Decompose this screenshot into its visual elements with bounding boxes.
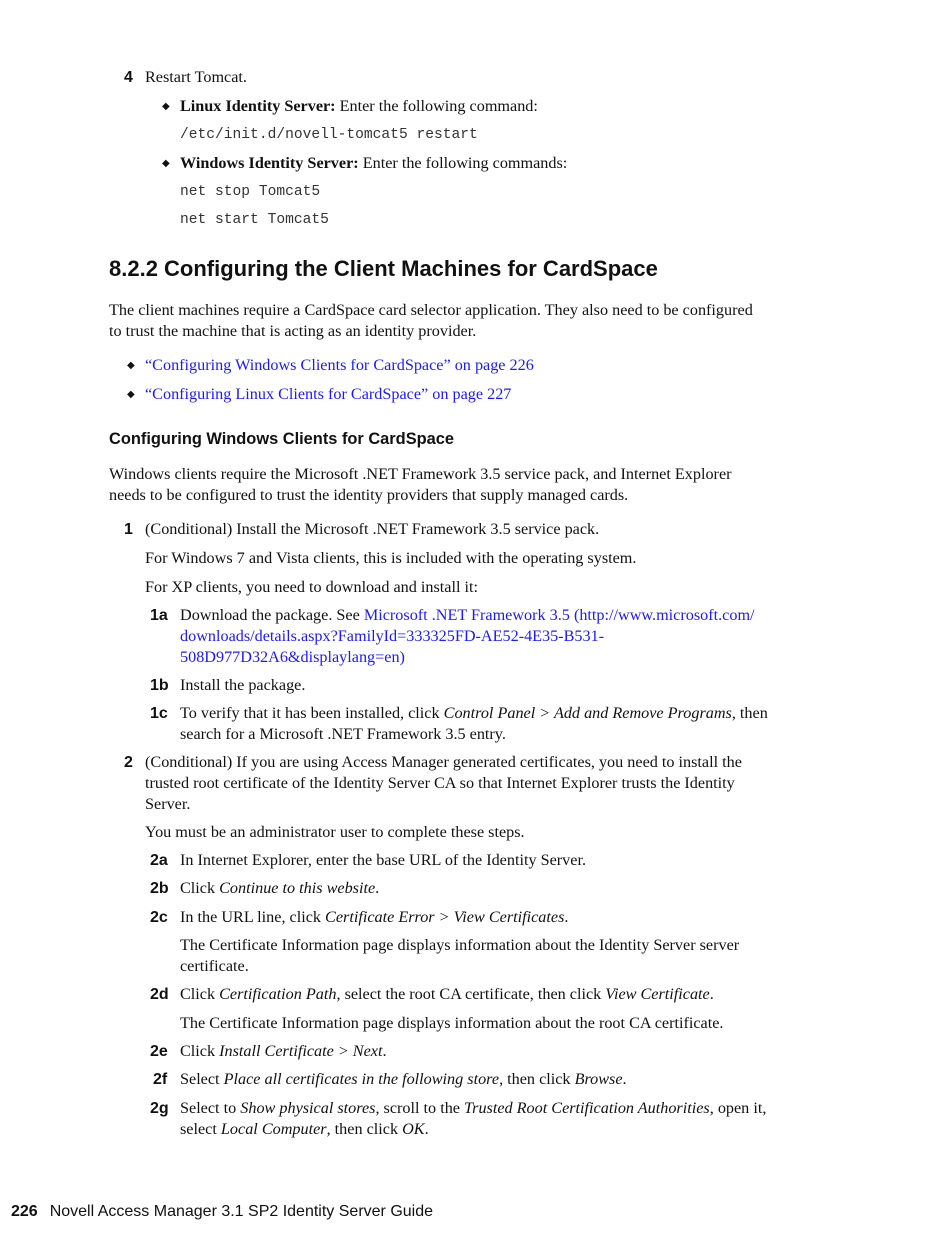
step-text: Restart Tomcat.	[145, 68, 247, 86]
bullet-icon: ◆	[162, 101, 170, 112]
substep-text: Click Continue to this website.	[180, 879, 380, 897]
subsection-heading: Configuring Windows Clients for CardSpace	[109, 430, 454, 448]
step-note: For Windows 7 and Vista clients, this is included with the operating system.	[145, 549, 637, 567]
page-footer	[11, 1201, 433, 1222]
substep-number: 1c	[150, 705, 168, 722]
step-note: You must be an administrator user to complete these steps.	[145, 823, 525, 841]
substep-text-cont: search for a Microsoft .NET Framework 3.5 entry.	[180, 725, 506, 743]
linux-instruction: Linux Identity Server: Enter the following command:	[180, 97, 538, 115]
substep-number: 2b	[150, 880, 169, 897]
substep-text: In Internet Explorer, enter the base URL of the Identity Server.	[180, 851, 586, 869]
link-dotnet-download-cont[interactable]: 508D977D32A6&displaylang=en)	[180, 648, 405, 666]
section-intro-line: to trust the machine that is acting as an identity provider.	[109, 322, 477, 340]
substep-text: Select to Show physical stores, scroll to the Trusted Root Certification Authorities, open it,	[180, 1099, 767, 1117]
substep-number: 2a	[150, 852, 168, 869]
substep-text: Click Install Certificate > Next.	[180, 1042, 387, 1060]
step-note: For XP clients, you need to download and install it:	[145, 578, 479, 596]
substep-number: 1a	[150, 607, 168, 624]
subsection-intro-line: needs to be configured to trust the identity providers that supply managed cards.	[109, 486, 629, 504]
substep-text: To verify that it has been installed, click Control Panel > Add and Remove Programs, then	[180, 704, 768, 722]
substep-text: Select Place all certificates in the following store, then click Browse.	[180, 1070, 627, 1088]
substep-text-cont: select Local Computer, then click OK.	[180, 1120, 429, 1138]
step-text: (Conditional) Install the Microsoft .NET Framework 3.5 service pack.	[145, 520, 600, 538]
windows-command-stop: net stop Tomcat5	[180, 184, 321, 200]
substep-note: The Certificate Information page displays information about the Identity Server server	[180, 936, 740, 954]
step-number: 1	[124, 521, 133, 538]
bullet-icon: ◆	[162, 158, 170, 169]
substep-note-cont: certificate.	[180, 957, 249, 975]
windows-command-start: net start Tomcat5	[180, 212, 329, 228]
section-intro-line: The client machines require a CardSpace card selector application. They also need to be configured	[109, 301, 753, 319]
substep-number: 2f	[153, 1071, 168, 1088]
substep-number: 2d	[150, 986, 169, 1003]
substep-number: 1b	[150, 677, 169, 694]
linux-command: /etc/init.d/novell-tomcat5 restart	[180, 127, 478, 143]
windows-instruction: Windows Identity Server: Enter the following commands:	[180, 154, 568, 172]
step-number: 4	[124, 69, 133, 86]
step-text: (Conditional) If you are using Access Manager generated certificates, you need to install the	[145, 753, 742, 771]
link-dotnet-download[interactable]: Microsoft .NET Framework 3.5 (http://www.microsoft.com/	[363, 606, 755, 624]
page-number: 226	[11, 1203, 38, 1220]
link-linux-clients[interactable]: “Configuring Linux Clients for CardSpace” on page 227	[145, 385, 512, 403]
section-heading: 8.2.2 Configuring the Client Machines for CardSpace	[109, 256, 658, 281]
substep-text: Install the package.	[180, 676, 306, 694]
bullet-icon: ◆	[127, 360, 135, 371]
substep-number: 2c	[150, 909, 168, 926]
substep-text: Click Certification Path, select the root CA certificate, then click View Certificate.	[180, 985, 714, 1003]
substep-note: The Certificate Information page displays information about the root CA certificate.	[180, 1014, 724, 1032]
bullet-icon: ◆	[127, 389, 135, 400]
step-number: 2	[124, 754, 133, 771]
substep-text: In the URL line, click Certificate Error > View Certificates.	[180, 908, 569, 926]
link-dotnet-download-cont[interactable]: downloads/details.aspx?FamilyId=333325FD-AE52-4E35-B531-	[180, 627, 605, 645]
step-text-cont: trusted root certificate of the Identity Server CA so that Internet Explorer trusts the Identity	[145, 774, 735, 792]
step-text-cont: Server.	[145, 795, 191, 813]
substep-number: 2g	[150, 1100, 169, 1117]
substep-number: 2e	[150, 1043, 168, 1060]
subsection-intro-line: Windows clients require the Microsoft .NET Framework 3.5 service pack, and Internet Explorer	[109, 465, 732, 483]
link-windows-clients[interactable]: “Configuring Windows Clients for CardSpace” on page 226	[145, 356, 534, 374]
substep-text: Download the package. See Microsoft .NET Framework 3.5 (http://www.microsoft.com/	[180, 606, 755, 624]
footer-title: Novell Access Manager 3.1 SP2 Identity Server Guide	[49, 1203, 434, 1220]
